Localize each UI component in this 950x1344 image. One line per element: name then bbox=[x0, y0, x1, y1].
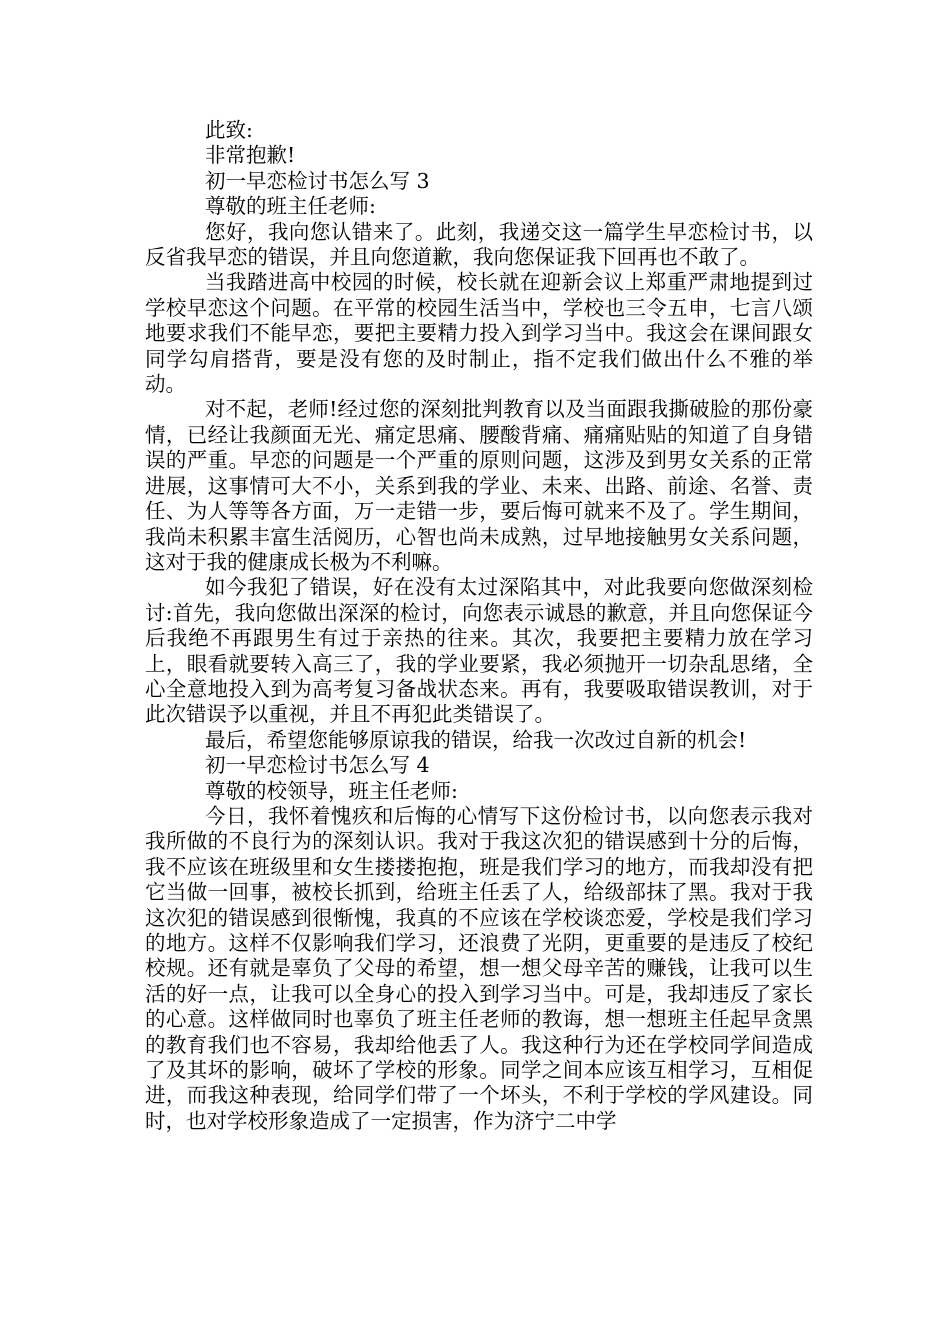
section3-paragraph-3: 对不起，老师!经过您的深刻批判教育以及当面跟我撕破脸的那份豪情，已经让我颜面无光、痛定思痛、腰酸背痛、痛痛贴贴的知道了自身错误的严重。早恋的问题是一个严重的原则问题，这涉及到男女关系的正常进展，这事情可大不小，关系到我的学业、未来、出路、前途、名誉、责任、为人等等各方面，万一走错一步，要后悔可就来不及了。学生期间，我尚未积累丰富生活阅历，心智也尚未成熟，过早地接触男女关系问题，这对于我的健康成长极为不利嘛。 bbox=[145, 397, 813, 574]
section3-final-line: 最后，希望您能够原谅我的错误，给我一次改过自新的机会! bbox=[205, 727, 747, 752]
document-page bbox=[145, 118, 813, 1134]
section4-paragraph-1: 今日，我怀着愧疚和后悔的心情写下这份检讨书，以向您表示我对我所做的不良行为的深刻认识。我对于我这次犯的错误感到十分的后悔，我不应该在班级里和女生搂搂抱抱，班是我们学习的地方，而我却没有把它当做一回事，被校长抓到，给班主任丢了人，给级部抹了黑。我对于我这次犯的错误感到很惭愧，我真的不应该在学校谈恋爱，学校是我们学习的地方。这样不仅影响我们学习，还浪费了光阴，更重要的是违反了校纪校规。还有就是辜负了父母的希望，想一想父母辛苦的赚钱，让我可以生活的好一点，让我可以全身心的投入到学习当中。可是，我却违反了家长的心意。这样做同时也辜负了班主任老师的教诲，想一想班主任起早贪黑的教育我们也不容易，我却给他丢了人。我这种行为还在学校同学间造成了及其坏的影响，破坏了学校的形象。同学之间本应该互相学习，互相促进，而我这种表现，给同学们带了一个坏头，不利于学校的学风建设。同时，也对学校形象造成了一定损害，作为济宁二中学 bbox=[145, 803, 813, 1133]
section3-title: 初一早恋检讨书怎么写 3 bbox=[205, 168, 430, 193]
section3-paragraph-2: 当我踏进高中校园的时候，校长就在迎新会议上郑重严肃地提到过学校早恋这个问题。在平常的校园生活当中，学校也三令五申，七言八颂地要求我们不能早恋，要把主要精力投入到学习当中。我这会在课间跟女同学勾肩搭背，要是没有您的及时制止，指不定我们做出什么不雅的举动。 bbox=[145, 270, 813, 397]
closing-line: 此致: bbox=[205, 118, 253, 142]
section4-salutation: 尊敬的校领导，班主任老师: bbox=[205, 778, 458, 803]
apology-line: 非常抱歉! bbox=[205, 143, 296, 168]
section3-paragraph-4: 如今我犯了错误，好在没有太过深陷其中，对此我要向您做深刻检讨:首先，我向您做出深深的检讨，向您表示诚恳的歉意，并且向您保证今后我绝不再跟男生有过于亲热的往来。其次，我要把主要精力放在学习上，眼看就要转入高三了，我的学业要紧，我必须抛开一切杂乱思绪，全心全意地投入到为高考复习备战状态来。再有，我要吸取错误教训，对于此次错误予以重视，并且不再犯此类错误了。 bbox=[145, 575, 813, 727]
section3-salutation: 尊敬的班主任老师: bbox=[205, 194, 376, 219]
section3-paragraph-1: 您好，我向您认错来了。此刻，我递交这一篇学生早恋检讨书，以反省我早恋的错误，并且向您道歉，我向您保证我下回再也不敢了。 bbox=[145, 219, 813, 270]
section4-title: 初一早恋检讨书怎么写 4 bbox=[205, 753, 430, 778]
